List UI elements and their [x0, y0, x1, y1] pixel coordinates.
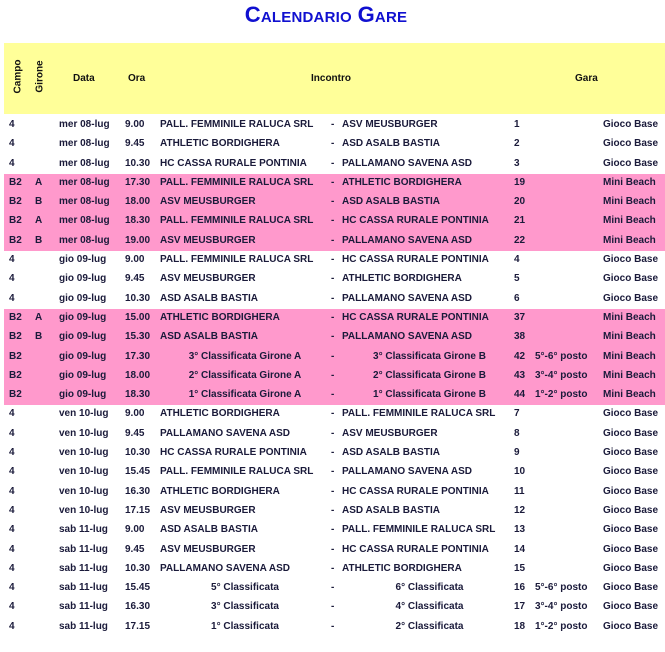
category-cell: Mini Beach	[603, 331, 656, 343]
match-number-cell: 20	[514, 196, 526, 208]
time-cell: 16.30	[125, 601, 151, 613]
away-team-cell: ASV MEUSBURGER	[342, 427, 438, 439]
home-team-cell: HC CASSA RURALE PONTINIA	[160, 447, 307, 459]
table-row	[4, 309, 665, 328]
girone-cell: A	[35, 311, 43, 323]
table-row	[4, 328, 665, 347]
category-cell: Gioco Base	[603, 524, 659, 536]
match-number-cell: 1	[514, 119, 520, 130]
match-number-cell: 3	[514, 157, 520, 169]
category-cell: Gioco Base	[603, 292, 659, 304]
date-cell: ven 10-lug	[59, 427, 109, 439]
campo-cell: 4	[9, 292, 15, 304]
match-number-cell: 8	[514, 427, 520, 439]
category-cell: Mini Beach	[603, 215, 656, 227]
separator-cell: -	[331, 389, 335, 401]
table-header	[4, 43, 665, 114]
separator-cell: -	[331, 408, 335, 420]
table-row	[4, 290, 665, 309]
away-team-cell: PALLAMANO SAVENA ASD	[342, 234, 472, 246]
time-cell: 15.00	[125, 311, 151, 323]
campo-cell: 4	[9, 254, 15, 266]
time-cell: 15.30	[125, 331, 151, 343]
separator-cell: -	[331, 427, 335, 439]
date-cell: gio 09-lug	[59, 254, 107, 266]
campo-cell: 4	[9, 447, 15, 459]
category-cell: Gioco Base	[603, 582, 659, 594]
home-team-cell: PALLAMANO SAVENA ASD	[160, 427, 290, 439]
home-team-cell: 5° Classificata	[211, 582, 279, 594]
time-cell: 10.30	[125, 447, 151, 459]
home-team-cell: PALL. FEMMINILE RALUCA SRL	[160, 119, 314, 130]
table-row	[4, 618, 665, 637]
away-team-cell: HC CASSA RURALE PONTINIA	[342, 543, 489, 555]
time-cell: 9.00	[125, 408, 145, 420]
table-row	[4, 598, 665, 617]
table-row	[4, 386, 665, 405]
separator-cell: -	[331, 273, 335, 285]
table-row	[4, 502, 665, 521]
time-cell: 18.00	[125, 196, 151, 208]
campo-cell: B2	[9, 311, 22, 323]
category-cell: Gioco Base	[603, 620, 659, 632]
campo-cell: B2	[9, 176, 22, 188]
match-number-cell: 14	[514, 543, 526, 555]
time-cell: 17.30	[125, 350, 151, 362]
table-row	[4, 232, 665, 251]
date-cell: gio 09-lug	[59, 350, 107, 362]
time-cell: 17.15	[125, 504, 151, 516]
home-team-cell: ATHLETIC BORDIGHERA	[160, 311, 280, 323]
away-team-cell: 4° Classificata	[395, 601, 464, 613]
category-cell: Mini Beach	[603, 196, 656, 208]
date-cell: gio 09-lug	[59, 311, 107, 323]
separator-cell: -	[331, 157, 335, 169]
category-cell: Mini Beach	[603, 369, 656, 381]
table-row	[4, 405, 665, 424]
home-team-cell: ATHLETIC BORDIGHERA	[160, 408, 280, 420]
time-cell: 19.00	[125, 234, 151, 246]
table-row	[4, 483, 665, 502]
header-gara: Gara	[575, 73, 598, 84]
time-cell: 10.30	[125, 562, 151, 574]
away-team-cell: 1° Classificata Girone B	[373, 389, 486, 401]
home-team-cell: ATHLETIC BORDIGHERA	[160, 485, 280, 497]
match-number-cell: 10	[514, 466, 526, 478]
campo-cell: 4	[9, 408, 15, 420]
separator-cell: -	[331, 601, 335, 613]
campo-cell: 4	[9, 562, 15, 574]
home-team-cell: ASV MEUSBURGER	[160, 196, 256, 208]
match-number-cell: 13	[514, 524, 526, 536]
placement-cell: 3°-4° posto	[535, 369, 588, 381]
match-number-cell: 42	[514, 350, 526, 362]
home-team-cell: ASV MEUSBURGER	[160, 543, 256, 555]
table-row	[4, 348, 665, 367]
home-team-cell: ASV MEUSBURGER	[160, 273, 256, 285]
separator-cell: -	[331, 562, 335, 574]
date-cell: ven 10-lug	[59, 485, 109, 497]
home-team-cell: ASD ASALB BASTIA	[160, 292, 258, 304]
date-cell: gio 09-lug	[59, 389, 107, 401]
time-cell: 16.30	[125, 485, 151, 497]
category-cell: Gioco Base	[603, 157, 659, 169]
campo-cell: 4	[9, 427, 15, 439]
match-number-cell: 38	[514, 331, 526, 343]
date-cell: sab 11-lug	[59, 582, 108, 594]
away-team-cell: PALLAMANO SAVENA ASD	[342, 331, 472, 343]
away-team-cell: HC CASSA RURALE PONTINIA	[342, 215, 489, 227]
separator-cell: -	[331, 292, 335, 304]
category-cell: Gioco Base	[603, 504, 659, 516]
header-girone: Girone	[34, 60, 46, 93]
match-number-cell: 43	[514, 369, 526, 381]
date-cell: sab 11-lug	[59, 543, 108, 555]
campo-cell: 4	[9, 466, 15, 478]
table-row	[4, 212, 665, 231]
match-number-cell: 7	[514, 408, 520, 420]
separator-cell: -	[331, 350, 335, 362]
away-team-cell: ASD ASALB BASTIA	[342, 138, 440, 150]
separator-cell: -	[331, 504, 335, 516]
match-number-cell: 6	[514, 292, 520, 304]
away-team-cell: PALLAMANO SAVENA ASD	[342, 157, 472, 169]
away-team-cell: PALL. FEMMINILE RALUCA SRL	[342, 408, 496, 420]
time-cell: 10.30	[125, 292, 151, 304]
separator-cell: -	[331, 331, 335, 343]
separator-cell: -	[331, 311, 335, 323]
header-incontro: Incontro	[311, 73, 351, 84]
away-team-cell: ASD ASALB BASTIA	[342, 504, 440, 516]
match-number-cell: 11	[514, 485, 525, 497]
home-team-cell: 1° Classificata	[211, 620, 279, 632]
table-row	[4, 521, 665, 540]
girone-cell: B	[35, 196, 43, 208]
date-cell: mer 08-lug	[59, 176, 110, 188]
away-team-cell: 3° Classificata Girone B	[373, 350, 486, 362]
away-team-cell: ASD ASALB BASTIA	[342, 447, 440, 459]
away-team-cell: HC CASSA RURALE PONTINIA	[342, 311, 489, 323]
time-cell: 9.45	[125, 543, 145, 555]
match-number-cell: 22	[514, 234, 526, 246]
campo-cell: B2	[9, 234, 22, 246]
table-row	[4, 135, 665, 154]
category-cell: Gioco Base	[603, 543, 659, 555]
home-team-cell: PALL. FEMMINILE RALUCA SRL	[160, 466, 314, 478]
time-cell: 9.00	[125, 524, 145, 536]
campo-cell: 4	[9, 524, 15, 536]
category-cell: Gioco Base	[603, 601, 659, 613]
away-team-cell: PALLAMANO SAVENA ASD	[342, 292, 472, 304]
date-cell: mer 08-lug	[59, 234, 110, 246]
category-cell: Gioco Base	[603, 447, 659, 459]
campo-cell: 4	[9, 119, 15, 130]
home-team-cell: PALL. FEMMINILE RALUCA SRL	[160, 176, 314, 188]
away-team-cell: 2° Classificata Girone B	[373, 369, 486, 381]
separator-cell: -	[331, 215, 335, 227]
separator-cell: -	[331, 254, 335, 266]
campo-cell: 4	[9, 485, 15, 497]
away-team-cell: ASD ASALB BASTIA	[342, 196, 440, 208]
match-number-cell: 18	[514, 620, 526, 632]
header-ora: Ora	[128, 73, 146, 84]
category-cell: Gioco Base	[603, 562, 659, 574]
title-text: CALENDARIO GARE	[244, 2, 408, 27]
separator-cell: -	[331, 138, 335, 150]
separator-cell: -	[331, 176, 335, 188]
home-team-cell: PALLAMANO SAVENA ASD	[160, 562, 290, 574]
date-cell: sab 11-lug	[59, 524, 108, 536]
date-cell: mer 08-lug	[59, 196, 110, 208]
separator-cell: -	[331, 369, 335, 381]
category-cell: Gioco Base	[603, 408, 659, 420]
header-data: Data	[73, 73, 95, 84]
home-team-cell: ASV MEUSBURGER	[160, 234, 256, 246]
date-cell: mer 08-lug	[59, 157, 110, 169]
campo-cell: B2	[9, 350, 22, 362]
campo-cell: 4	[9, 582, 15, 594]
separator-cell: -	[331, 196, 335, 208]
category-cell: Gioco Base	[603, 427, 659, 439]
date-cell: ven 10-lug	[59, 466, 109, 478]
campo-cell: B2	[9, 196, 22, 208]
date-cell: mer 08-lug	[59, 119, 110, 130]
home-team-cell: 2° Classificata Girone A	[188, 369, 302, 381]
home-team-cell: PALL. FEMMINILE RALUCA SRL	[160, 215, 314, 227]
separator-cell: -	[331, 524, 335, 536]
girone-cell: A	[35, 215, 43, 227]
home-team-cell: ATHLETIC BORDIGHERA	[160, 138, 280, 150]
time-cell: 17.30	[125, 176, 151, 188]
time-cell: 18.30	[125, 389, 151, 401]
separator-cell: -	[331, 582, 335, 594]
date-cell: mer 08-lug	[59, 138, 110, 150]
table-row	[4, 116, 665, 135]
separator-cell: -	[331, 543, 335, 555]
away-team-cell: ATHLETIC BORDIGHERA	[342, 562, 462, 574]
category-cell: Gioco Base	[603, 273, 659, 285]
date-cell: ven 10-lug	[59, 447, 109, 459]
girone-cell: B	[35, 331, 43, 343]
date-cell: gio 09-lug	[59, 273, 107, 285]
table-row	[4, 541, 665, 560]
date-cell: gio 09-lug	[59, 331, 107, 343]
placement-cell: 1°-2° posto	[535, 389, 588, 401]
home-team-cell: HC CASSA RURALE PONTINIA	[160, 157, 307, 169]
table-row	[4, 193, 665, 212]
campo-cell: 4	[9, 620, 15, 632]
time-cell: 9.45	[125, 427, 145, 439]
time-cell: 18.00	[125, 369, 151, 381]
time-cell: 17.15	[125, 620, 151, 632]
away-team-cell: HC CASSA RURALE PONTINIA	[342, 254, 489, 266]
girone-cell: B	[35, 234, 43, 246]
separator-cell: -	[331, 485, 335, 497]
table-row	[4, 579, 665, 598]
away-team-cell: 2° Classificata	[395, 620, 464, 632]
category-cell: Gioco Base	[603, 138, 659, 150]
date-cell: mer 08-lug	[59, 215, 110, 227]
match-number-cell: 9	[514, 447, 520, 459]
girone-cell: A	[35, 176, 43, 188]
campo-cell: 4	[9, 601, 15, 613]
time-cell: 10.30	[125, 157, 151, 169]
home-team-cell: ASV MEUSBURGER	[160, 504, 256, 516]
header-campo: Campo	[12, 59, 24, 94]
category-cell: Gioco Base	[603, 254, 659, 266]
home-team-cell: ASD ASALB BASTIA	[160, 524, 258, 536]
table-row	[4, 270, 665, 289]
time-cell: 9.00	[125, 254, 145, 266]
category-cell: Gioco Base	[603, 466, 659, 478]
time-cell: 18.30	[125, 215, 151, 227]
match-number-cell: 2	[514, 138, 520, 150]
match-number-cell: 37	[514, 311, 526, 323]
campo-cell: 4	[9, 273, 15, 285]
match-number-cell: 5	[514, 273, 520, 285]
away-team-cell: ATHLETIC BORDIGHERA	[342, 273, 462, 285]
away-team-cell: PALL. FEMMINILE RALUCA SRL	[342, 524, 496, 536]
placement-cell: 1°-2° posto	[535, 620, 588, 632]
date-cell: sab 11-lug	[59, 620, 108, 632]
table-row	[4, 174, 665, 193]
separator-cell: -	[331, 620, 335, 632]
separator-cell: -	[331, 234, 335, 246]
match-number-cell: 21	[514, 215, 526, 227]
away-team-cell: ATHLETIC BORDIGHERA	[342, 176, 462, 188]
date-cell: gio 09-lug	[59, 292, 107, 304]
campo-cell: B2	[9, 389, 22, 401]
match-number-cell: 44	[514, 389, 526, 401]
date-cell: gio 09-lug	[59, 369, 107, 381]
away-team-cell: PALLAMANO SAVENA ASD	[342, 466, 472, 478]
table-row	[4, 425, 665, 444]
category-cell: Mini Beach	[603, 311, 656, 323]
category-cell: Mini Beach	[603, 234, 656, 246]
campo-cell: 4	[9, 157, 15, 169]
home-team-cell: PALL. FEMMINILE RALUCA SRL	[160, 254, 314, 266]
date-cell: sab 11-lug	[59, 601, 108, 613]
match-number-cell: 4	[514, 254, 520, 266]
campo-cell: B2	[9, 331, 22, 343]
away-team-cell: 6° Classificata	[395, 582, 464, 594]
table-row	[4, 444, 665, 463]
table-row	[4, 463, 665, 482]
separator-cell: -	[331, 447, 335, 459]
category-cell: Mini Beach	[603, 389, 656, 401]
table-row	[4, 560, 665, 579]
home-team-cell: ASD ASALB BASTIA	[160, 331, 258, 343]
time-cell: 9.45	[125, 273, 145, 285]
time-cell: 9.45	[125, 138, 145, 150]
page-title	[0, 2, 652, 28]
campo-cell: B2	[9, 369, 22, 381]
time-cell: 9.00	[125, 119, 145, 130]
placement-cell: 5°-6° posto	[535, 582, 588, 594]
category-cell: Gioco Base	[603, 485, 659, 497]
campo-cell: 4	[9, 504, 15, 516]
table-row	[4, 251, 665, 270]
campo-cell: 4	[9, 138, 15, 150]
separator-cell: -	[331, 119, 335, 130]
match-number-cell: 16	[514, 582, 526, 594]
time-cell: 15.45	[125, 582, 151, 594]
home-team-cell: 1° Classificata Girone A	[188, 389, 302, 401]
category-cell: Mini Beach	[603, 176, 656, 188]
date-cell: ven 10-lug	[59, 504, 109, 516]
date-cell: sab 11-lug	[59, 562, 108, 574]
match-number-cell: 17	[514, 601, 526, 613]
match-number-cell: 15	[514, 562, 526, 574]
home-team-cell: 3° Classificata Girone A	[188, 350, 302, 362]
home-team-cell: 3° Classificata	[211, 601, 279, 613]
table-row	[4, 155, 665, 174]
campo-cell: 4	[9, 543, 15, 555]
campo-cell: B2	[9, 215, 22, 227]
away-team-cell: ASV MEUSBURGER	[342, 119, 438, 130]
separator-cell: -	[331, 466, 335, 478]
placement-cell: 5°-6° posto	[535, 350, 588, 362]
time-cell: 15.45	[125, 466, 151, 478]
category-cell: Mini Beach	[603, 350, 656, 362]
category-cell: Gioco Base	[603, 119, 659, 130]
date-cell: ven 10-lug	[59, 408, 109, 420]
match-number-cell: 12	[514, 504, 526, 516]
schedule-table-body	[4, 116, 665, 637]
table-row	[4, 367, 665, 386]
away-team-cell: HC CASSA RURALE PONTINIA	[342, 485, 489, 497]
placement-cell: 3°-4° posto	[535, 601, 588, 613]
match-number-cell: 19	[514, 176, 526, 188]
